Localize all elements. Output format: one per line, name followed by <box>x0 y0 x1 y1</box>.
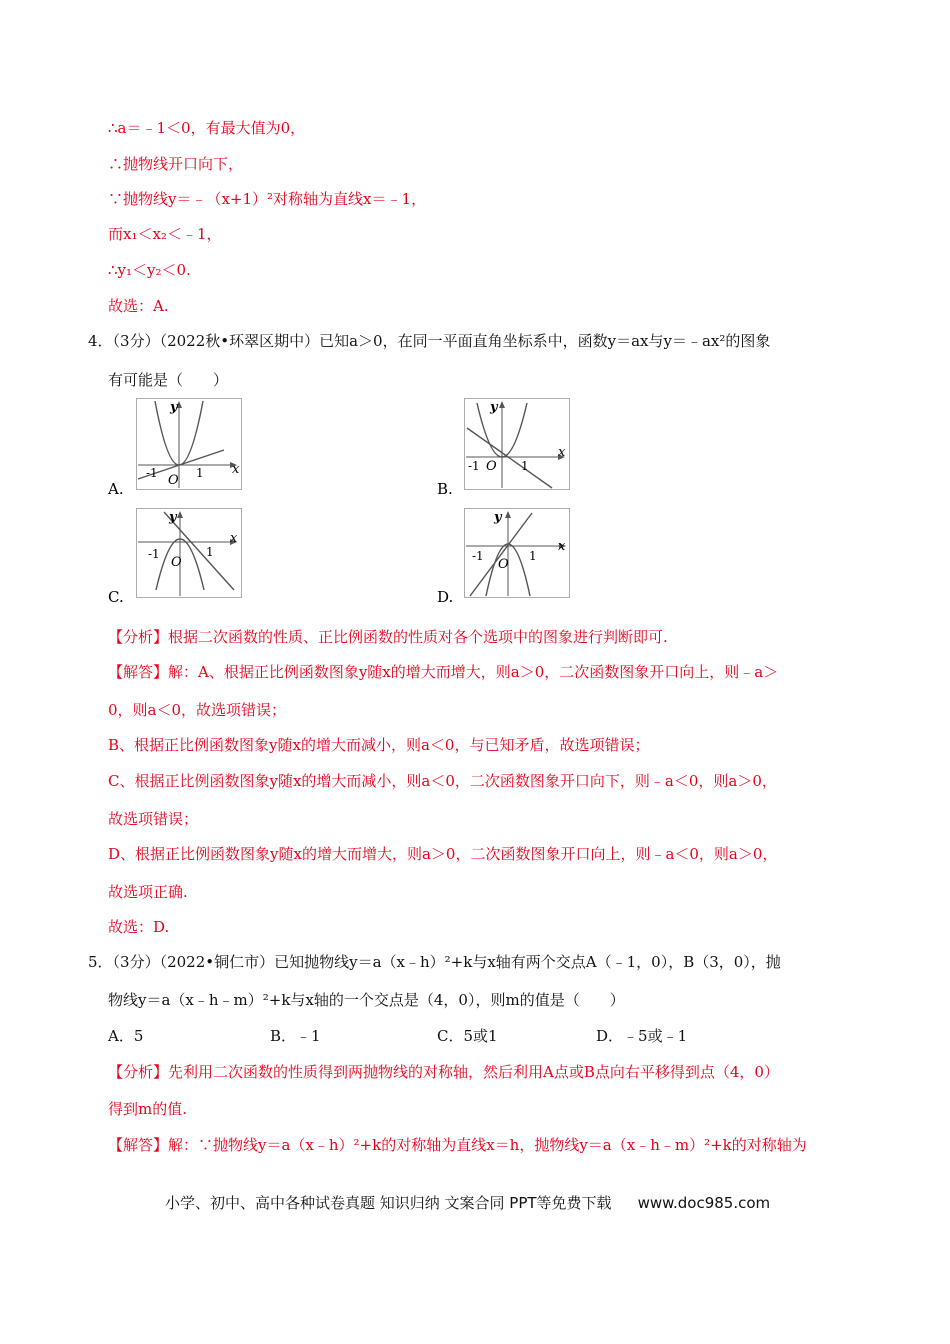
axis-y-label: y <box>490 400 498 415</box>
tick-neg1-label: -1 <box>472 549 484 563</box>
q4-answer-line-7: 故选项正确. <box>108 883 188 901</box>
footer-url[interactable]: www.doc985.com <box>637 1194 771 1212</box>
tick-neg1-label: -1 <box>148 547 160 561</box>
q3-line-1: ∴a＝﹣1＜0，有最大值为0， <box>108 119 306 137</box>
tick-1-label: 1 <box>521 459 529 473</box>
q5-choice-a: A．5 <box>108 1027 144 1045</box>
axis-x-label: x <box>230 531 238 546</box>
tick-1-label: 1 <box>529 549 537 563</box>
q3-line-5: ∴y₁＜y₂＜0. <box>108 261 191 279</box>
option-a-label: A. <box>108 480 124 498</box>
axis-x-label: x <box>558 445 566 460</box>
q4-stem-line-1: 4．（3分）（2022秋•环翠区期中）已知a＞0，在同一平面直角坐标系中，函数y＝ax与y＝﹣ax²的图象 <box>88 332 771 350</box>
axis-y-label: y <box>169 510 177 525</box>
option-a-graph <box>136 398 242 490</box>
axis-y-label: y <box>170 400 178 415</box>
q3-line-4: 而x₁＜x₂＜﹣1， <box>108 225 222 243</box>
q5-answer-line-1: 【解答】解：∵抛物线y＝a（x﹣h）²+k的对称轴为直线x＝h，抛物线y＝a（x﹣h﹣m）²+k的对称轴为 <box>108 1136 807 1154</box>
tick-neg1-label: -1 <box>468 459 480 473</box>
q4-answer-line-1: 【解答】解：A、根据正比例函数图象y随x的增大而增大，则a＞0，二次函数图象开口向上，则﹣a＞ <box>108 663 779 681</box>
q4-analysis: 【分析】根据二次函数的性质、正比例函数的性质对各个选项中的图象进行判断即可. <box>108 628 668 646</box>
q3-line-2: ∴抛物线开口向下， <box>108 155 244 173</box>
q5-analysis-line-1: 【分析】先利用二次函数的性质得到两抛物线的对称轴，然后利用A点或B点向右平移得到点（4，0） <box>108 1063 779 1081</box>
tick-1-label: 1 <box>196 466 204 480</box>
q4-answer-line-8: 故选：D. <box>108 918 170 936</box>
option-c-label: C. <box>108 588 124 606</box>
option-c-graph <box>136 508 242 598</box>
q3-line-3: ∵抛物线y＝﹣（x+1）²对称轴为直线x＝﹣1， <box>108 190 427 208</box>
origin-label: O <box>168 473 179 488</box>
tick-neg1-label: -1 <box>146 466 158 480</box>
origin-label: O <box>498 557 509 572</box>
tick-1-label: 1 <box>206 545 214 559</box>
q3-line-6: 故选：A. <box>108 297 169 315</box>
option-d-label: D. <box>437 588 454 606</box>
q5-stem-line-2: 物线y＝a（x﹣h﹣m）²+k与x轴的一个交点是（4，0），则m的值是（ ） <box>108 991 625 1009</box>
option-b-label: B. <box>437 480 453 498</box>
option-b-graph <box>464 398 570 490</box>
axis-x-label: x <box>558 539 566 554</box>
q4-answer-line-4: C、根据正比例函数图象y随x的增大而减小，则a＜0，二次函数图象开口向下，则﹣a＜0，则a＞0， <box>108 772 777 790</box>
q5-choice-c: C．5或1 <box>437 1027 498 1045</box>
q5-choice-d: D．﹣5或﹣1 <box>596 1027 688 1045</box>
q5-stem-line-1: 5．（3分）（2022•铜仁市）已知抛物线y＝a（x﹣h）²+k与x轴有两个交点A（﹣1，0），B（3，0），抛 <box>88 953 781 971</box>
q5-analysis-line-2: 得到m的值. <box>108 1100 187 1118</box>
q4-answer-line-3: B、根据正比例函数图象y随x的增大而减小，则a＜0，与已知矛盾，故选项错误； <box>108 736 650 754</box>
q4-answer-line-6: D、根据正比例函数图象y随x的增大而增大，则a＞0，二次函数图象开口向上，则﹣a＜0，则a＞0， <box>108 845 778 863</box>
q4-answer-line-2: 0，则a＜0，故选项错误； <box>108 701 287 719</box>
footer-text: 小学、初中、高中各种试卷真题 知识归纳 文案合同 PPT等免费下载 <box>165 1194 612 1212</box>
option-d-graph <box>464 508 570 598</box>
origin-label: O <box>171 555 182 570</box>
axis-x-label: x <box>232 462 240 477</box>
page-footer <box>165 1192 770 1213</box>
axis-y-label: y <box>494 510 502 525</box>
q4-stem-line-2: 有可能是（ ） <box>108 371 229 389</box>
q5-choice-b: B．﹣1 <box>270 1027 321 1045</box>
origin-label: O <box>486 459 497 474</box>
q4-answer-line-5: 故选项错误； <box>108 810 199 828</box>
